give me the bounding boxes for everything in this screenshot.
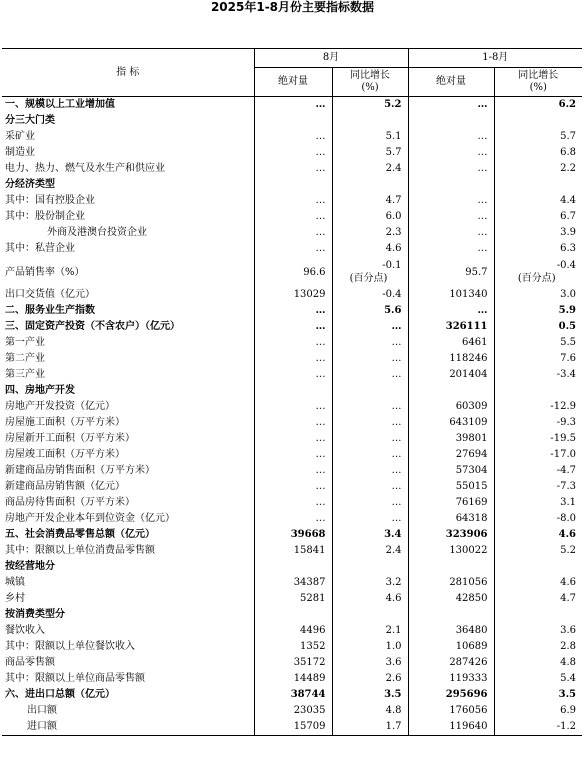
aug-yoy-cell: 1.7 (332, 719, 408, 736)
ytd-abs-cell: 6461 (408, 335, 494, 351)
aug-abs-cell: … (254, 399, 332, 415)
table-row (2, 543, 582, 559)
ytd-yoy-cell (494, 177, 582, 193)
ytd-yoy-cell: 6.3 (494, 241, 582, 257)
ytd-abs-cell: 119333 (408, 671, 494, 687)
period-august-header: 8月 (254, 49, 408, 68)
ytd-abs-cell: 60309 (408, 399, 494, 415)
ytd-yoy-cell: 5.4 (494, 671, 582, 687)
row-label: 分经济类型 (5, 179, 55, 190)
aug-yoy-cell: 4.7 (332, 193, 408, 209)
aug-abs-cell: … (254, 241, 332, 257)
abs-header: 绝对量 (254, 68, 332, 97)
table-row (2, 225, 582, 241)
ytd-abs-cell: 295696 (408, 687, 494, 703)
row-label: 房屋竣工面积（万平方米） (5, 449, 125, 460)
ytd-yoy-cell (494, 607, 582, 623)
aug-yoy-cell: 4.8 (332, 703, 408, 719)
ytd-yoy-cell: -7.3 (494, 479, 582, 495)
aug-yoy-cell: … (332, 399, 408, 415)
row-label: 采矿业 (5, 131, 35, 142)
ytd-yoy-cell: 4.8 (494, 655, 582, 671)
table-row (2, 575, 582, 591)
ytd-yoy-cell: -17.0 (494, 447, 582, 463)
ytd-yoy-cell: -12.9 (494, 399, 582, 415)
table-row (2, 479, 582, 495)
ytd-yoy-cell: 5.7 (494, 129, 582, 145)
ytd-abs-cell: 326111 (408, 319, 494, 335)
table-row (2, 527, 582, 543)
yoy-header: 同比增长 (%) (332, 68, 408, 97)
ytd-abs-cell: 101340 (408, 287, 494, 303)
period-jan-aug-header: 1-8月 (408, 49, 582, 68)
table-row (2, 623, 582, 639)
aug-yoy-cell: … (332, 511, 408, 527)
aug-yoy-cell: … (332, 463, 408, 479)
yoy-header: 同比增长 (%) (494, 68, 582, 97)
table-row (2, 495, 582, 511)
aug-abs-cell: 1352 (254, 639, 332, 655)
aug-abs-cell (254, 177, 332, 193)
table-row (2, 655, 582, 671)
table-row (2, 415, 582, 431)
aug-yoy-cell (332, 383, 408, 399)
row-label: 其中：限额以上单位餐饮收入 (5, 641, 135, 652)
ytd-yoy-cell (494, 113, 582, 129)
aug-yoy-cell: 5.1 (332, 129, 408, 145)
ytd-abs-cell: 64318 (408, 511, 494, 527)
ytd-abs-cell: 57304 (408, 463, 494, 479)
aug-yoy-cell: 5.6 (332, 303, 408, 319)
aug-abs-cell: … (254, 511, 332, 527)
row-label: 其中：私营企业 (5, 243, 75, 254)
aug-abs-cell: … (254, 225, 332, 241)
indicator-table-body (2, 97, 582, 736)
aug-yoy-cell: -0.1 (百分点) (332, 257, 408, 287)
aug-abs-cell: … (254, 463, 332, 479)
aug-yoy-cell: … (332, 335, 408, 351)
aug-yoy-cell: 2.6 (332, 671, 408, 687)
row-label: 第二产业 (5, 353, 45, 364)
row-label: 其中：国有控股企业 (5, 195, 95, 206)
aug-yoy-cell: 2.1 (332, 623, 408, 639)
ytd-abs-cell: … (408, 193, 494, 209)
row-label: 出口交货值（亿元） (5, 289, 95, 300)
aug-abs-cell: 39668 (254, 527, 332, 543)
aug-abs-cell: … (254, 319, 332, 335)
aug-yoy-cell: … (332, 319, 408, 335)
row-label: 六、进出口总额（亿元） (5, 689, 115, 700)
ytd-abs-cell: … (408, 97, 494, 114)
table-row (2, 319, 582, 335)
ytd-yoy-cell: -8.0 (494, 511, 582, 527)
row-label: 房屋新开工面积（万平方米） (5, 433, 135, 444)
aug-abs-cell: 13029 (254, 287, 332, 303)
table-row (2, 607, 582, 623)
aug-yoy-cell: 3.6 (332, 655, 408, 671)
ytd-abs-cell: 130022 (408, 543, 494, 559)
ytd-abs-cell: 281056 (408, 575, 494, 591)
abs-header: 绝对量 (408, 68, 494, 97)
row-label: 电力、热力、燃气及水生产和供应业 (5, 163, 165, 174)
table-row (2, 399, 582, 415)
ytd-abs-cell: … (408, 225, 494, 241)
row-label: 餐饮收入 (5, 625, 45, 636)
ytd-yoy-cell: -0.4 (百分点) (494, 257, 582, 287)
ytd-abs-cell: … (408, 145, 494, 161)
aug-yoy-cell: 3.5 (332, 687, 408, 703)
aug-abs-cell: … (254, 367, 332, 383)
table-row (2, 671, 582, 687)
row-label: 新建商品房销售面积（万平方米） (5, 465, 155, 476)
table-row (2, 113, 582, 129)
ytd-abs-cell: 287426 (408, 655, 494, 671)
ytd-abs-cell: 39801 (408, 431, 494, 447)
ytd-yoy-cell: 5.2 (494, 543, 582, 559)
row-label: 其中：限额以上单位商品零售额 (5, 673, 145, 684)
table-row (2, 209, 582, 225)
table-row (2, 161, 582, 177)
ytd-abs-cell: … (408, 129, 494, 145)
aug-abs-cell: 23035 (254, 703, 332, 719)
row-label: 制造业 (5, 147, 35, 158)
aug-abs-cell: … (254, 193, 332, 209)
table-row (2, 447, 582, 463)
ytd-yoy-cell: 6.7 (494, 209, 582, 225)
ytd-yoy-cell: -1.2 (494, 719, 582, 736)
ytd-yoy-cell: 7.6 (494, 351, 582, 367)
ytd-abs-cell: 76169 (408, 495, 494, 511)
aug-abs-cell: … (254, 431, 332, 447)
aug-abs-cell: 38744 (254, 687, 332, 703)
ytd-yoy-cell: 3.5 (494, 687, 582, 703)
aug-yoy-cell (332, 559, 408, 575)
ytd-yoy-cell: 3.0 (494, 287, 582, 303)
row-label: 新建商品房销售额（亿元） (5, 481, 125, 492)
ytd-abs-cell: 119640 (408, 719, 494, 736)
ytd-yoy-cell: 4.6 (494, 575, 582, 591)
aug-abs-cell: 4496 (254, 623, 332, 639)
aug-yoy-cell: … (332, 367, 408, 383)
aug-abs-cell: … (254, 161, 332, 177)
table-row (2, 335, 582, 351)
ytd-abs-cell (408, 607, 494, 623)
table-row (2, 145, 582, 161)
ytd-yoy-cell: -3.4 (494, 367, 582, 383)
aug-yoy-cell (332, 607, 408, 623)
ytd-yoy-cell (494, 383, 582, 399)
aug-yoy-cell: 3.4 (332, 527, 408, 543)
aug-yoy-cell: 5.2 (332, 97, 408, 114)
row-label: 五、社会消费品零售总额（亿元） (5, 529, 155, 540)
row-label: 房地产开发企业本年到位资金（亿元） (5, 513, 175, 524)
table-row (2, 351, 582, 367)
aug-abs-cell: 15841 (254, 543, 332, 559)
aug-abs-cell: 96.6 (254, 257, 332, 287)
ytd-abs-cell: 323906 (408, 527, 494, 543)
table-row (2, 511, 582, 527)
aug-abs-cell (254, 113, 332, 129)
row-label: 其中：限额以上单位消费品零售额 (5, 545, 155, 556)
aug-yoy-cell: 2.4 (332, 161, 408, 177)
table-row (2, 367, 582, 383)
ytd-abs-cell: 201404 (408, 367, 494, 383)
aug-yoy-cell: … (332, 479, 408, 495)
row-label: 分三大门类 (5, 115, 55, 126)
aug-yoy-cell: … (332, 415, 408, 431)
row-label: 其中：股份制企业 (5, 211, 85, 222)
table-row (2, 687, 582, 703)
row-label: 城镇 (5, 577, 25, 588)
aug-abs-cell: 34387 (254, 575, 332, 591)
table-row (2, 719, 582, 736)
row-label: 乡村 (5, 593, 25, 604)
ytd-abs-cell: … (408, 209, 494, 225)
table-row (2, 97, 582, 114)
unit-note: (百分点) (517, 273, 556, 284)
page-title: 2025年1-8月份主要指标数据 (210, 0, 375, 14)
aug-yoy-cell: … (332, 495, 408, 511)
row-label: 进口额 (2, 719, 254, 736)
table-row (2, 463, 582, 479)
aug-abs-cell (254, 383, 332, 399)
aug-abs-cell: 5281 (254, 591, 332, 607)
table-row (2, 639, 582, 655)
row-label: 二、服务业生产指数 (5, 305, 95, 316)
ytd-yoy-cell: 3.9 (494, 225, 582, 241)
ytd-abs-cell (408, 113, 494, 129)
ytd-yoy-cell: 3.1 (494, 495, 582, 511)
ytd-yoy-cell: 2.2 (494, 161, 582, 177)
aug-yoy-cell (332, 113, 408, 129)
ytd-yoy-cell: 6.2 (494, 97, 582, 114)
ytd-abs-cell: … (408, 303, 494, 319)
table-row (2, 257, 582, 287)
ytd-abs-cell: 36480 (408, 623, 494, 639)
ytd-yoy-cell: 5.5 (494, 335, 582, 351)
indicator-table (2, 48, 582, 736)
table-row (2, 241, 582, 257)
row-label: 房地产开发投资（亿元） (5, 401, 115, 412)
aug-yoy-cell: 4.6 (332, 241, 408, 257)
row-label: 房屋施工面积（万平方米） (5, 417, 125, 428)
ytd-yoy-cell: 4.6 (494, 527, 582, 543)
ytd-yoy-cell: -19.5 (494, 431, 582, 447)
row-label: 商品零售额 (5, 657, 55, 668)
ytd-abs-cell: … (408, 161, 494, 177)
aug-abs-cell: … (254, 97, 332, 114)
ytd-yoy-cell: 2.8 (494, 639, 582, 655)
aug-yoy-cell: 2.4 (332, 543, 408, 559)
ytd-abs-cell: 42850 (408, 591, 494, 607)
unit-note: (百分点) (349, 273, 388, 284)
aug-yoy-cell: 3.2 (332, 575, 408, 591)
row-label: 第一产业 (5, 337, 45, 348)
aug-abs-cell: … (254, 303, 332, 319)
ytd-yoy-cell: 4.4 (494, 193, 582, 209)
table-row (2, 559, 582, 575)
row-label: 产品销售率（%） (5, 266, 85, 278)
ytd-yoy-cell: 3.6 (494, 623, 582, 639)
aug-abs-cell: … (254, 495, 332, 511)
table-row (2, 287, 582, 303)
table-row (2, 193, 582, 209)
aug-yoy-cell: … (332, 431, 408, 447)
row-label: 第三产业 (5, 369, 45, 380)
table-row (2, 591, 582, 607)
row-label: 商品房待售面积（万平方米） (5, 497, 135, 508)
aug-abs-cell (254, 607, 332, 623)
aug-abs-cell: … (254, 415, 332, 431)
row-label: 四、房地产开发 (5, 385, 75, 396)
aug-abs-cell: … (254, 129, 332, 145)
ytd-abs-cell: 95.7 (408, 257, 494, 287)
ytd-yoy-cell: 6.9 (494, 703, 582, 719)
aug-yoy-cell: 1.0 (332, 639, 408, 655)
aug-abs-cell: … (254, 351, 332, 367)
table-row (2, 703, 582, 719)
ytd-abs-cell (408, 559, 494, 575)
ytd-abs-cell: 10689 (408, 639, 494, 655)
table-row (2, 177, 582, 193)
table-row (2, 303, 582, 319)
aug-abs-cell: … (254, 447, 332, 463)
ytd-abs-cell: 55015 (408, 479, 494, 495)
ytd-abs-cell: … (408, 241, 494, 257)
ytd-abs-cell: 176056 (408, 703, 494, 719)
row-label: 一、规模以上工业增加值 (5, 99, 115, 110)
row-label: 按经营地分 (5, 561, 55, 572)
aug-abs-cell: … (254, 209, 332, 225)
row-label: 按消费类型分 (5, 609, 65, 620)
ytd-abs-cell: 118246 (408, 351, 494, 367)
ytd-yoy-cell: 4.7 (494, 591, 582, 607)
row-label: 出口额 (27, 705, 57, 716)
indicator-header: 指 标 (2, 49, 254, 97)
aug-abs-cell: … (254, 335, 332, 351)
ytd-abs-cell: 643109 (408, 415, 494, 431)
row-label: 三、固定资产投资（不含农户）（亿元） (5, 321, 180, 332)
ytd-yoy-cell: 0.5 (494, 319, 582, 335)
aug-abs-cell: … (254, 479, 332, 495)
ytd-yoy-cell: 5.9 (494, 303, 582, 319)
ytd-abs-cell (408, 177, 494, 193)
table-row (2, 431, 582, 447)
ytd-yoy-cell (494, 559, 582, 575)
ytd-yoy-cell: -4.7 (494, 463, 582, 479)
ytd-yoy-cell: -9.3 (494, 415, 582, 431)
aug-yoy-cell: -0.4 (332, 287, 408, 303)
ytd-abs-cell (408, 383, 494, 399)
table-row (2, 129, 582, 145)
aug-yoy-cell: … (332, 351, 408, 367)
aug-abs-cell: 14489 (254, 671, 332, 687)
aug-yoy-cell (332, 177, 408, 193)
ytd-abs-cell: 27694 (408, 447, 494, 463)
aug-yoy-cell: 5.7 (332, 145, 408, 161)
table-row (2, 383, 582, 399)
ytd-yoy-cell: 6.8 (494, 145, 582, 161)
aug-abs-cell: … (254, 145, 332, 161)
aug-abs-cell: 35172 (254, 655, 332, 671)
aug-yoy-cell: 2.3 (332, 225, 408, 241)
aug-yoy-cell: … (332, 447, 408, 463)
aug-abs-cell: 15709 (254, 719, 332, 736)
aug-yoy-cell: 6.0 (332, 209, 408, 225)
aug-abs-cell (254, 559, 332, 575)
aug-yoy-cell: 4.6 (332, 591, 408, 607)
row-label: 外商及港澳台投资企业 (47, 227, 147, 238)
